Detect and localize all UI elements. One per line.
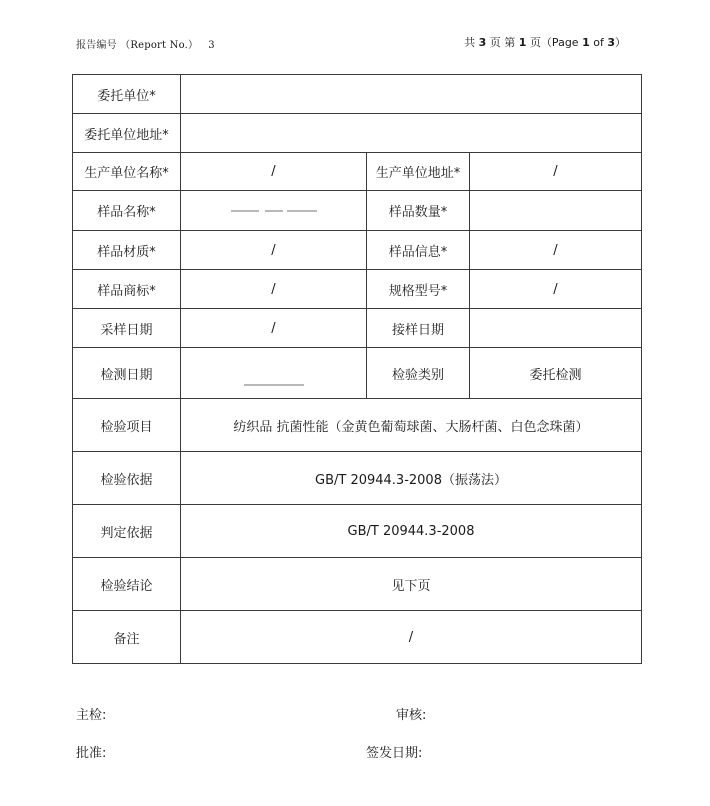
sample-name-cell [181,191,367,231]
manufacturer-address-value: / [470,153,642,191]
test-type-label: 检验类别 [367,348,470,399]
table-row [73,348,642,399]
sample-info-value: / [470,231,642,270]
reviewer-signature-label: 审核: [396,708,427,723]
report-number-value: 3 [208,40,215,51]
table-row [73,191,642,231]
remarks-value: / [181,611,642,664]
redaction-mark [265,210,283,212]
page-indicator [464,34,626,50]
table-row [73,309,642,348]
total-pages: 3 [478,36,487,49]
spec-model-value: / [470,270,642,309]
test-item-value: 纺织品 抗菌性能（金黄色葡萄球菌、大肠杆菌、白色念珠菌） [181,399,642,452]
redaction-mark [231,210,259,212]
receipt-date-value [470,309,642,348]
page-en-of: of [593,36,604,49]
page-en-current: 1 [582,36,590,49]
issue-date-label: 签发日期: [366,746,423,761]
page-info-mid2: 页（Page [529,36,579,49]
sample-material-label: 样品材质* [73,231,181,270]
table-row [73,452,642,505]
page-info-prefix: 共 [464,36,476,49]
sample-material-value: / [181,231,367,270]
conclusion-value: 见下页 [181,558,642,611]
manufacturer-label: 生产单位名称* [73,153,181,191]
table-row [73,75,642,114]
table-row [73,231,642,270]
table-row [73,611,642,664]
client-address-label: 委托单位地址* [73,114,181,153]
table-row [73,558,642,611]
table-row [73,399,642,452]
redaction-mark [287,210,317,212]
inspector-signature-label: 主检: [76,708,107,723]
manufacturer-value: / [181,153,367,191]
page-info-suffix: ） [615,36,626,49]
remarks-label: 备注 [73,611,181,664]
receipt-date-label: 接样日期 [367,309,470,348]
judgment-basis-label: 判定依据 [73,505,181,558]
current-page: 1 [518,36,527,49]
table-row [73,505,642,558]
test-basis-value: GB/T 20944.3-2008（振荡法） [181,452,642,505]
report-number [76,36,215,51]
test-item-label: 检验项目 [73,399,181,452]
client-label: 委托单位* [73,75,181,114]
client-value [181,75,642,114]
judgment-basis-value: GB/T 20944.3-2008 [181,505,642,558]
test-type-value: 委托检测 [470,348,642,399]
redaction-mark [244,384,304,386]
page-en-total: 3 [607,36,615,49]
sample-brand-value: / [181,270,367,309]
approver-signature-label: 批准: [76,746,107,761]
client-address-value [181,114,642,153]
report-number-label: 报告编号 （Report No.） [76,40,199,51]
table-row [73,153,642,191]
page-info-mid: 页 第 [489,36,516,49]
sample-info-label: 样品信息* [367,231,470,270]
sample-name-label: 样品名称* [73,191,181,231]
conclusion-label: 检验结论 [73,558,181,611]
sampling-date-value: / [181,309,367,348]
manufacturer-address-label: 生产单位地址* [367,153,470,191]
table-row [73,114,642,153]
test-basis-label: 检验依据 [73,452,181,505]
sample-brand-label: 样品商标* [73,270,181,309]
test-date-cell [181,348,367,399]
spec-model-label: 规格型号* [367,270,470,309]
sample-quantity-label: 样品数量* [367,191,470,231]
table-row [73,270,642,309]
test-date-label: 检测日期 [73,348,181,399]
sample-quantity-value [470,191,642,231]
report-info-table [72,74,642,664]
sampling-date-label: 采样日期 [73,309,181,348]
